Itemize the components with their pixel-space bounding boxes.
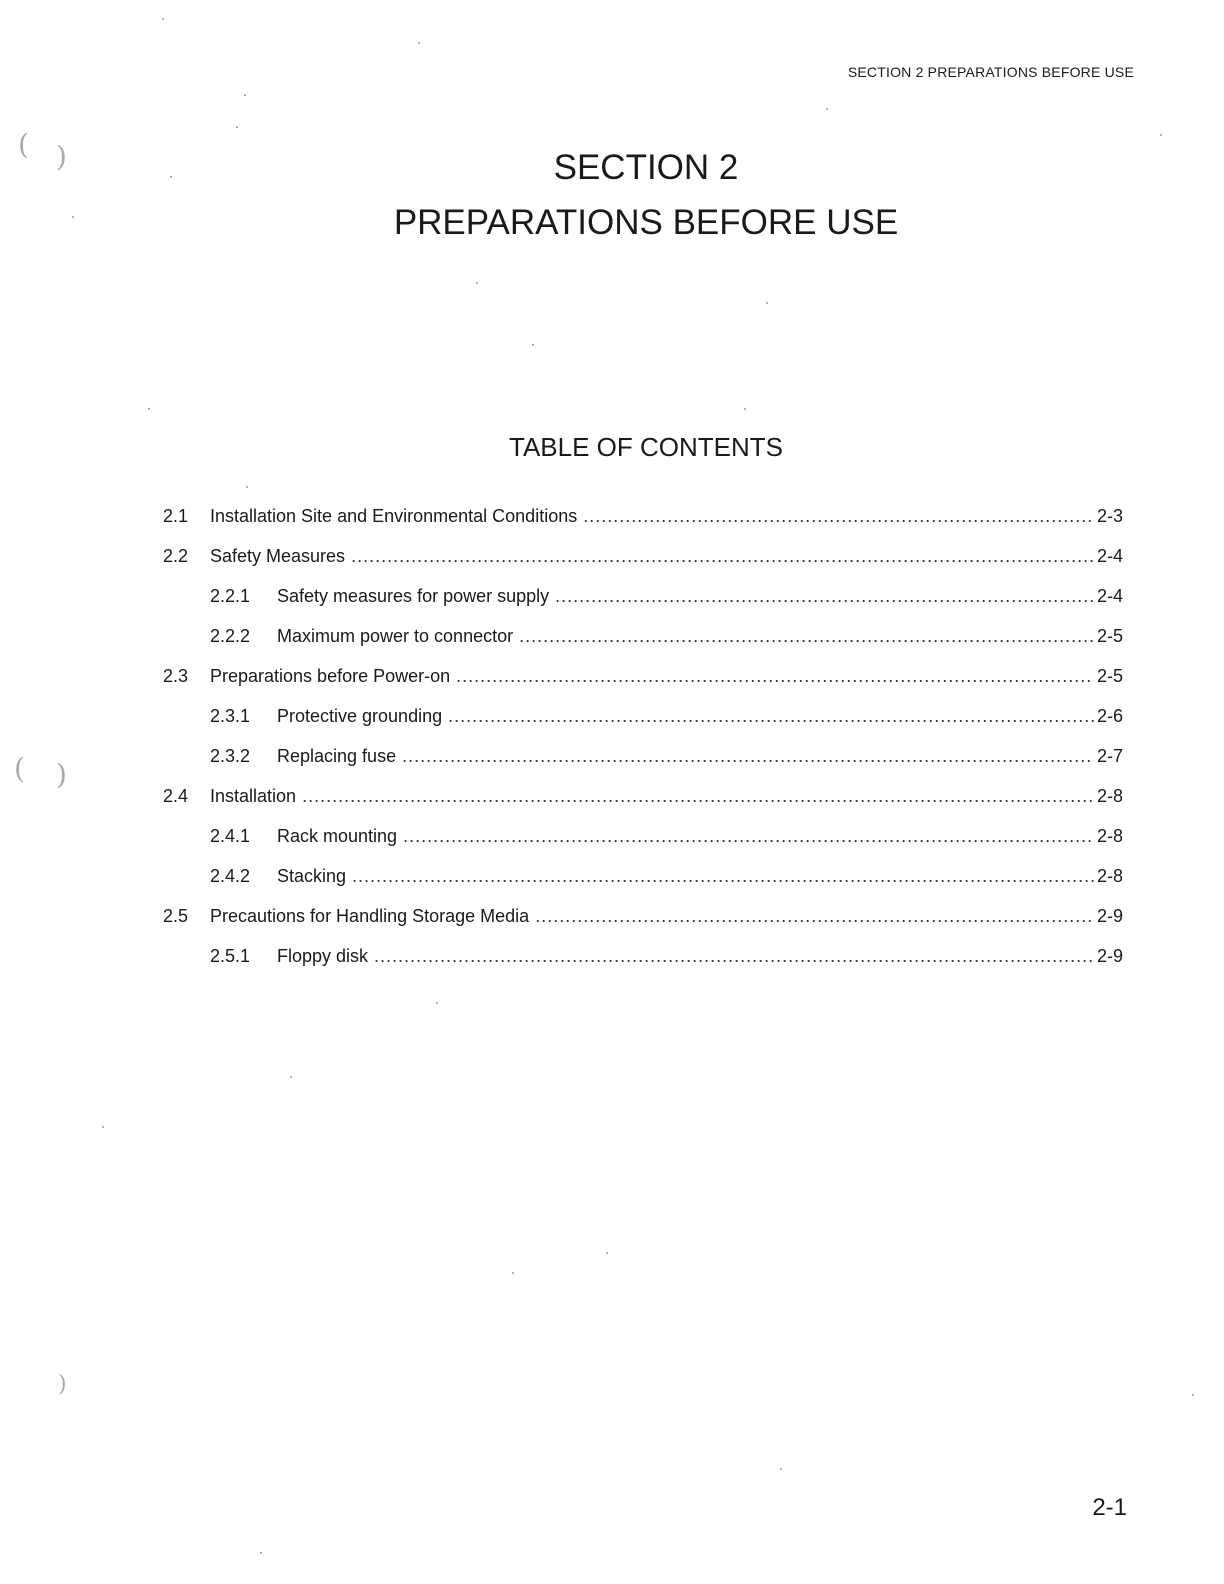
- scan-speck: [532, 344, 534, 346]
- toc-entry-title: Installation Site and Environmental Conditions: [210, 506, 578, 526]
- toc-entry-title: Maximum power to connector: [277, 626, 514, 646]
- toc-subentry[interactable]: [163, 826, 1123, 866]
- scan-speck: [170, 176, 172, 178]
- scan-speck: [476, 282, 478, 284]
- section-subtitle: PREPARATIONS BEFORE USE: [393, 203, 899, 242]
- table-of-contents: [163, 506, 1123, 986]
- toc-entry-title: Preparations before Power-on: [210, 666, 451, 686]
- dot-leader: [448, 706, 1094, 727]
- dot-leader: [403, 826, 1094, 847]
- scan-speck: [780, 1468, 782, 1470]
- toc-entry-page: 2-9: [1096, 946, 1123, 966]
- toc-entry-number: 2.5.1: [210, 946, 251, 966]
- page-number: 2-1: [1092, 1494, 1127, 1521]
- hole-punch-mark: ): [56, 758, 67, 791]
- dot-leader: [402, 746, 1094, 767]
- toc-entry-number: 2.4.1: [210, 826, 251, 846]
- scan-speck: [260, 1552, 262, 1554]
- toc-subentry[interactable]: [163, 586, 1123, 626]
- toc-subentry[interactable]: [163, 706, 1123, 746]
- toc-entry[interactable]: [163, 666, 1123, 706]
- toc-entry-title: Stacking: [277, 866, 347, 886]
- toc-entry-page: 2-9: [1096, 906, 1123, 926]
- toc-entry[interactable]: [163, 546, 1123, 586]
- dot-leader: [352, 866, 1094, 887]
- scan-speck: [418, 42, 420, 44]
- dot-leader: [535, 906, 1094, 927]
- toc-entry-number: 2.5: [163, 906, 189, 926]
- toc-entry-title: Safety Measures: [210, 546, 346, 566]
- hole-punch-mark: (: [18, 128, 29, 161]
- dot-leader: [456, 666, 1094, 687]
- toc-entry-page: 2-4: [1096, 586, 1123, 606]
- toc-entry-number: 2.3: [163, 666, 189, 686]
- toc-entry-number: 2.2.1: [210, 586, 251, 606]
- scan-speck: [236, 126, 238, 128]
- scan-speck: [436, 1002, 438, 1004]
- toc-entry-page: 2-8: [1096, 866, 1123, 886]
- scan-speck: [246, 486, 248, 488]
- dot-leader: [555, 586, 1094, 607]
- toc-entry-number: 2.2.2: [210, 626, 251, 646]
- hole-punch-mark: (: [14, 752, 25, 785]
- dot-leader: [302, 786, 1094, 807]
- toc-entry[interactable]: [163, 506, 1123, 546]
- scan-speck: [766, 302, 768, 304]
- toc-entry[interactable]: [163, 786, 1123, 826]
- scan-speck: [148, 408, 150, 410]
- toc-entry-title: Floppy disk: [277, 946, 369, 966]
- toc-entry[interactable]: [163, 906, 1123, 946]
- toc-entry-number: 2.3.2: [210, 746, 251, 766]
- toc-entry-page: 2-7: [1096, 746, 1123, 766]
- scan-speck: [1192, 1394, 1194, 1396]
- toc-entry-page: 2-3: [1096, 506, 1123, 526]
- scan-speck: [72, 216, 74, 218]
- toc-subentry[interactable]: [163, 746, 1123, 786]
- toc-entry-number: 2.3.1: [210, 706, 251, 726]
- scan-speck: [102, 1126, 104, 1128]
- toc-entry-title: Installation: [210, 786, 297, 806]
- toc-entry-title: Rack mounting: [277, 826, 398, 846]
- toc-entry-page: 2-4: [1096, 546, 1123, 566]
- toc-heading: TABLE OF CONTENTS: [509, 432, 783, 462]
- toc-entry-page: 2-8: [1096, 826, 1123, 846]
- dot-leader: [374, 946, 1094, 967]
- toc-entry-title: Precautions for Handling Storage Media: [210, 906, 530, 926]
- scan-speck: [512, 1272, 514, 1274]
- scan-speck: [826, 108, 828, 110]
- toc-entry-title: Replacing fuse: [277, 746, 397, 766]
- scan-speck: [244, 94, 246, 96]
- hole-punch-mark: ): [58, 1372, 67, 1397]
- toc-entry-title: Safety measures for power supply: [277, 586, 550, 606]
- dot-leader: [351, 546, 1094, 567]
- toc-entry-page: 2-6: [1096, 706, 1123, 726]
- toc-subentry[interactable]: [163, 626, 1123, 666]
- toc-entry-title: Protective grounding: [277, 706, 443, 726]
- scan-speck: [290, 1076, 292, 1078]
- scan-speck: [744, 408, 746, 410]
- scan-speck: [162, 18, 164, 20]
- toc-subentry[interactable]: [163, 946, 1123, 986]
- toc-subentry[interactable]: [163, 866, 1123, 906]
- toc-entry-number: 2.2: [163, 546, 189, 566]
- toc-entry-number: 2.4.2: [210, 866, 251, 886]
- toc-entry-number: 2.4: [163, 786, 189, 806]
- dot-leader: [519, 626, 1094, 647]
- toc-entry-page: 2-5: [1096, 626, 1123, 646]
- hole-punch-mark: ): [56, 140, 67, 173]
- scan-speck: [1160, 134, 1162, 136]
- scan-speck: [606, 1252, 608, 1254]
- running-header: SECTION 2 PREPARATIONS BEFORE USE: [847, 64, 1134, 80]
- section-title: SECTION 2: [553, 148, 739, 187]
- dot-leader: [583, 506, 1094, 527]
- toc-entry-number: 2.1: [163, 506, 189, 526]
- toc-entry-page: 2-8: [1096, 786, 1123, 806]
- toc-entry-page: 2-5: [1096, 666, 1123, 686]
